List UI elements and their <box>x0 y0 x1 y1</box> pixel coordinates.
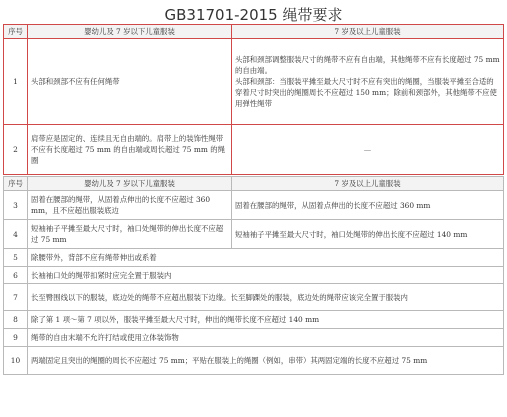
table-header-row <box>4 177 504 191</box>
table-row <box>4 125 504 175</box>
row-infant-text: 短袖袖子平摊至最大尺寸时，袖口处绳带的伸出长度不应超过 75 mm <box>28 220 232 249</box>
table-header-row <box>4 25 504 39</box>
row-merged-text: 绳带的自由末端不允许打结或使用立体装饰物 <box>28 329 504 347</box>
row-number: 10 <box>4 347 28 375</box>
table-row <box>4 329 504 347</box>
table-row <box>4 39 504 125</box>
row-merged-text: 长至臀围线以下的服装，底边处的绳带不应超出服装下边缘。长至脚踝处的服装，底边处的绳带应该完全置于服装内 <box>28 284 504 311</box>
row-number: 5 <box>4 249 28 267</box>
row-number: 7 <box>4 284 28 311</box>
header-infant: 婴幼儿及 7 岁以下儿童服装 <box>28 177 232 191</box>
row-number: 6 <box>4 267 28 284</box>
header-older: 7 岁及以上儿童服装 <box>232 25 504 39</box>
row-merged-text: 除了第 1 项～第 7 项以外，服装平摊至最大尺寸时，伸出的绳带长度不应超过 140 mm <box>28 311 504 329</box>
header-infant: 婴幼儿及 7 岁以下儿童服装 <box>28 25 232 39</box>
row-number: 3 <box>4 191 28 220</box>
row-older-text: 固着在腰部的绳带，从固着点伸出的长度不应超过 360 mm <box>232 191 504 220</box>
row-number: 1 <box>4 39 28 125</box>
table-row <box>4 220 504 249</box>
row-infant-text: 肩带应是固定的、连续且无自由端的。肩带上的装饰性绳带不应有长度超过 75 mm 的自由端或周长超过 75 mm 的绳圈 <box>28 125 232 175</box>
row-infant-text: 固着在腰部的绳带，从固着点伸出的长度不应超过 360 mm，且不应超出服装底边 <box>28 191 232 220</box>
row-number: 8 <box>4 311 28 329</box>
table-row <box>4 347 504 375</box>
requirements-table-top <box>3 24 504 175</box>
header-older: 7 岁及以上儿童服装 <box>232 177 504 191</box>
row-merged-text: 两端固定且突出的绳圈的周长不应超过 75 mm；平贴在服装上的绳圈（例如，串带）其两固定端的长度不应超过 75 mm <box>28 347 504 375</box>
row-number: 9 <box>4 329 28 347</box>
header-no: 序号 <box>4 25 28 39</box>
table-row <box>4 311 504 329</box>
table-row <box>4 284 504 311</box>
row-older-text: 头部和颈部调整服装尺寸的绳带不应有自由端，其他绳带不应有长度超过 75 mm 的自由端。 头部和颈部：当服装平摊至最大尺寸时不应有突出的绳圈，当服装平摊至合适的穿着尺寸时突出的绳圈周长不应超过 150 mm；除前和颈部外，其他绳带不应使用弹性绳带 <box>232 39 504 125</box>
row-older-text: — <box>232 125 504 175</box>
table-row <box>4 191 504 220</box>
table-row <box>4 249 504 267</box>
row-merged-text: 除腰带外，背部不应有绳带伸出或系着 <box>28 249 504 267</box>
row-number: 2 <box>4 125 28 175</box>
header-no: 序号 <box>4 177 28 191</box>
row-older-text: 短袖袖子平摊至最大尺寸时，袖口处绳带的伸出长度不应超过 140 mm <box>232 220 504 249</box>
row-infant-text: 头部和颈部不应有任何绳带 <box>28 39 232 125</box>
row-number: 4 <box>4 220 28 249</box>
page-title: GB31701-2015 绳带要求 <box>164 6 343 24</box>
row-merged-text: 长袖袖口处的绳带扣紧时应完全置于服装内 <box>28 267 504 284</box>
table-row <box>4 267 504 284</box>
requirements-table-bottom <box>3 176 504 375</box>
